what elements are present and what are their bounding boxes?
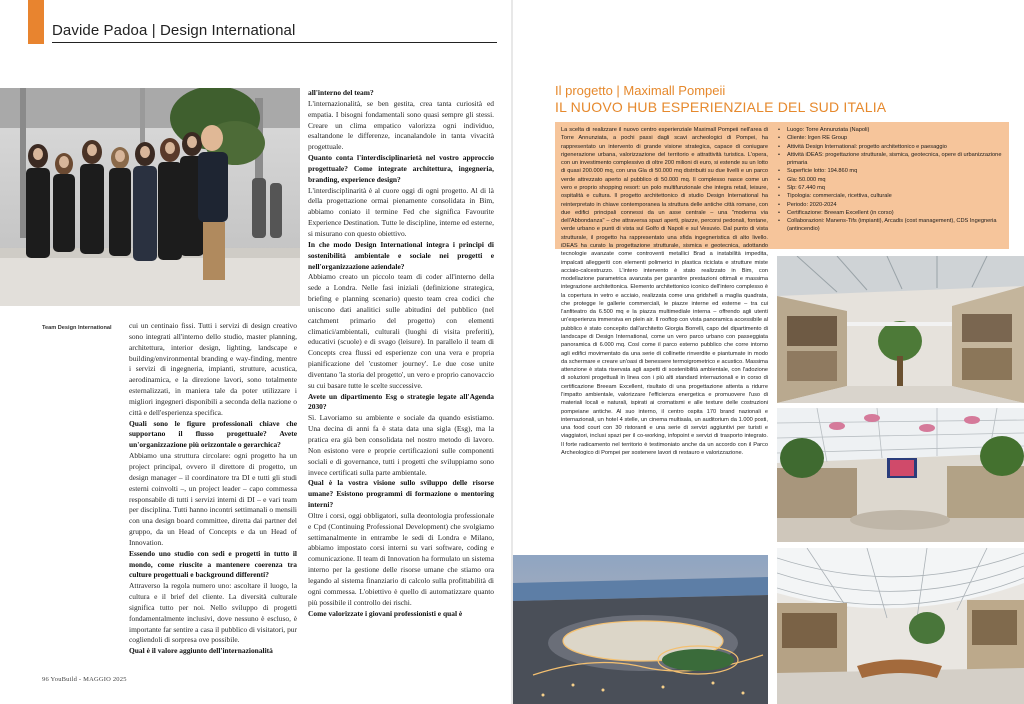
interview-paragraph: L'interdisciplinarità è al cuore oggi di ogni progetto. Al di là della progettazione ormai pienamente consolidata in Bim, abbiamo coniato il termine Fed che significa Favourite Experience Destination. Tutte le discipline, interne ed esterne, si misurano con questo obiettivo. (308, 185, 494, 238)
interview-question: Qual è il valore aggiunto dell'internazionalità (129, 646, 273, 656)
header-rule (52, 42, 497, 43)
fact-item: • Certificazione: Breeam Excellent (in corso) (777, 209, 1009, 217)
mall-plaza-photo (777, 408, 1024, 542)
interview-question: In che modo Design International integra i principi di sostenibilità ambientale e sociale nei progetti e nell'organizzazione aziendale? (308, 239, 494, 271)
interview-question: Quanto conta l'interdisciplinarietà nel vostro approccio progettuale? Come integrate architettura, ingegneria, branding, experience design? (308, 153, 494, 184)
interview-paragraph: L'internazionalità, se ben gestita, crea tanta curiosità ed empatia. I bisogni fondamentali sono quasi sempre gli stessi. Creare un clima empatico valorizza ogni individuo, esaltandone le differenze, incanalandole in tanta vivacità progettuale. (308, 98, 494, 152)
fact-item: • Attività Design International: progetto architettonico e paesaggio (777, 143, 1009, 151)
project-kicker: Il progetto | Maximall Pompeii (555, 83, 726, 98)
page-number: 96 (42, 676, 49, 683)
interview-paragraph: Abbiamo una struttura circolare: ogni progetto ha un project principal, ovvero il direttore di progetto, un design manager – il coordinatore tra DI e tutti gli studi esterni coinvolti –, un project leader – capo commessa responsabile di tutti i servizi interni di DI – e vari team per disciplina. Tutti hanno incontri settimanali o mensili con una design board committee, diretta dai partner del gruppo, da un Head of Concepts e da un Head of Innovation. (129, 451, 297, 547)
project-title: IL NUOVO HUB ESPERIENZIALE DEL SUD ITALIA (555, 99, 887, 115)
fact-item: • Gla: 50.000 mq (777, 176, 1009, 184)
interview-paragraph: Attraverso la regola numero uno: ascoltare il luogo, la cultura e il brief del cliente. La diversità culturale significa tutto per noi. Nello sviluppo di progetti fondamentalmente inclusivi, dove nessuno è escluso, è importante far sentire a casa il pubblico di visitatori, pur cogliendoli di sorpresa ove possibile. (129, 581, 297, 645)
fact-item: • Slp: 67.440 mq (777, 184, 1009, 192)
interview-paragraph: Sì. Lavoriamo su ambiente e sociale da quando esistiamo. Una decina di anni fa è stata data una sigla (Esg), ma la pratica era già ben consolidata nel nostro metodo di lavoro. Non esistono vere e proprie certificazioni sulle componenti sociali e di governance, tutti i progetti che sviluppiamo sono invece certificati sulla parte ambientale. (308, 413, 494, 477)
interview-question: Come valorizzate i giovani professionisti e qual è (308, 608, 463, 618)
project-facts (777, 126, 1009, 234)
interview-question: all'interno del team? (308, 88, 374, 97)
page-title: Davide Padoa | Design International (52, 22, 296, 39)
mall-gallery-photo (777, 256, 1024, 403)
fact-item: • Cliente: Irgen RE Group (777, 134, 1009, 142)
interview-paragraph: cui un centinaio fissi. Tutti i servizi di design creativo sono integrati all'interno dello studio, master planning, architettura, interior design, lighting, landscape e building/environmental branding e way-finding, mentre i servizi di ingegneria, impianti, strutture, acustica, aerodinamica, e la direzione lavori, sono totalmente esternalizzati, in maniera tale da poter utilizzare i migliori ingegneri disponibili a seconda della nazione o città e dell'esperienza specifica. (129, 321, 297, 417)
interview-column-1 (129, 321, 297, 657)
fact-item: • Collaborazioni: Manens-Tifs (impianti), Arcadis (cost management), CDS Ingegneria (antincendio) (777, 217, 1009, 234)
fact-item: • Attività iDEAS: progettazione strutturale, sismica, geotecnica, opere di urbanizzazione primaria (777, 151, 1009, 168)
interview-column-2 (308, 88, 494, 619)
interview-paragraph: Abbiamo creato un piccolo team di coder all'interno della sede a Londra. Nelle fasi iniziali (definizione strategica, briefing e planning scenario) questo team crea codici che uniscono dati analitici sulle abitudini del pubblico (nel catchment primario del progetto) con elementi climatici/ambientali, culturali (luoghi di visita preferiti), educativi (scuole) e di svago (leisure). In parallelo il team di Concepts crea flussi ed esperienze con una vera e propria pianificazione del 'customer journey'. Le due cose unite diventano 'la storia del progetto', un vero e proprio canovaccio su cui basare tutte le scelte successive. (308, 272, 494, 390)
aerial-view-photo (513, 555, 768, 704)
interview-question: Qual è la vostra visione sullo sviluppo delle risorse umane? Esistono programmi di formazione o mentoring interni? (308, 478, 494, 510)
fact-item: • Luogo: Torre Annunziata (Napoli) (777, 126, 1009, 134)
mall-atrium-photo (777, 548, 1024, 704)
fact-item: • Periodo: 2020-2024 (777, 201, 1009, 209)
page-folio (42, 676, 127, 683)
project-description: La scelta di realizzare il nuovo centro esperienziale Maximall Pompeii nell'area di Torre Annunziata, a pochi passi dagli scavi archeologici di Pompei, ha rappresentato un intervento di grande visione strategica, capace di coniugare rigenerazione urbana, valorizzazione del territorio e attrattività turistica. L'opera, con un investimento complessivo di oltre 200 milioni di euro, si estende su un lotto di quasi 200.000 mq, con una Gla di 50.000 mq distribuiti su due livelli e un parco verde attrezzato aperto al pubblico di 50.000 mq. Il complesso nasce come un vero e proprio shopping resort: un polo multifunzionale che integra retail, leisure, ospitalità e cultura. Il progetto architettonico di studio Design International ha reinterpretato in chiave contemporanea la struttura delle antiche città romane, con due edifici principali connessi da un asse centrale – una "moderna via dell'Abbondanza" – che attraversa spazi aperti, piazze, percorsi pedonali, fontane, verde urbano e punti di vista sul Golfo di Napoli e sul Vesuvio. Dal punto di vista strutturale, il progetto ha rappresentato una sfida ingegneristica di alto livello. iDEAS ha curato la progettazione strutturale, sismica e geotecnica, adottando tecnologie avanzate come controventi metallici Brad a instabilità impedita, impalcati alleggeriti con elementi polimerici in plastica riciclata e strutture miste acciaio-calcestruzzo. L'intero intervento è stato realizzato in Bim, con modellazione parametrica avanzata per garantire prestazioni ottimali e massima integrazione architettonica. Elemento architettonico iconico dell'intero complesso è la copertura in vetro e acciaio, realizzata come una gridshell a maglia quadrata, che protegge le gallerie commerciali, le piazze interne ed esterne – tra cui l'anfiteatro da 6.500 mq e la piazza multimediale interna – offrendo agli utenti un'esperienza immersiva en plein air. Il rooftop con vista panoramica accessibile al pubblico è stato concepito dall'architetto Giorgia Borrelli, capo del dipartimento di landscape di Design International, come un vero parco urbano con passeggiata panoramica di 6.000 mq. Così come il parco esterno pubblico che corre intorno agli edifici movimentato da una serie di collinette rinverdite e piantumate in modo da schermare e creare un'oasi di benessere termoigrometrico e acustico. Massima attenzione è stata riservata agli aspetti di sostenibilità ambientale, con l'adozione di soluzioni progettuali in linea con i più alti standard internazionali e in corso di certificazione Breeam Excellent, risultato di una progettazione attenta a ridurre l'impatto ambientale, valorizzare l'efficienza energetica e promuovere l'uso di materiali locali e naturali, ispirati ai cromatismi e alle texture delle costruzioni pompeiane antiche. Al suo interno, il centro ospita 170 brand nazionali e internazionali, un hotel 4 stelle, un cinema multisala, un auditorium da 1.000 posti, una food court con 30 ristoranti e una serie di servizi aggiuntivi per turisti e viaggiatori, inclusi spazi per il co-working, infopoint e servizi di trasporto integrato. Il forte radicamento nel territorio è testimoniato anche da un accordo con il Parco Archeologico di Pompei per sostenere lavori di restauro e valorizzazione. (561, 127, 768, 456)
photo-caption: Team Design International (42, 325, 112, 331)
section-tab (28, 0, 44, 44)
fact-item: • Tipologia: commerciale, ricettiva, culturale (777, 192, 1009, 200)
interview-question: Avete un dipartimento Esg o strategie legate all'Agenda 2030? (308, 391, 494, 412)
magazine-issue: YouBuild - MAGGIO 2025 (50, 676, 127, 683)
interview-paragraph: Oltre i corsi, oggi obbligatori, sulla deontologia professionale e Cpd (Continuing Professional Development) che svolgiamo settimanalmente in entrambe le sedi di Londra e Milano, abbiamo impostato corsi interni su vari software, coding e comunicazione. Il team di Innovation ha formulato un sistema interno per la gestione delle risorse umane che stiamo ora legando al sistema finanziario di calcolo sulla profittabilità di ogni commessa. L'obiettivo è quello di automatizzare quanto più possibile il controllo dei rischi. (308, 510, 494, 607)
fact-item: • Superficie lotto: 194.860 mq (777, 167, 1009, 175)
team-photo (0, 88, 300, 306)
interview-question: Essendo uno studio con sedi e progetti in tutto il mondo, come riuscite a mantenere coerenza tra culture progettuali e background differenti? (129, 548, 297, 580)
interview-question: Quali sono le figure professionali chiave che supportano il flusso progettuale? Avete un'organizzazione più orizzontale o gerarchica? (129, 418, 297, 450)
